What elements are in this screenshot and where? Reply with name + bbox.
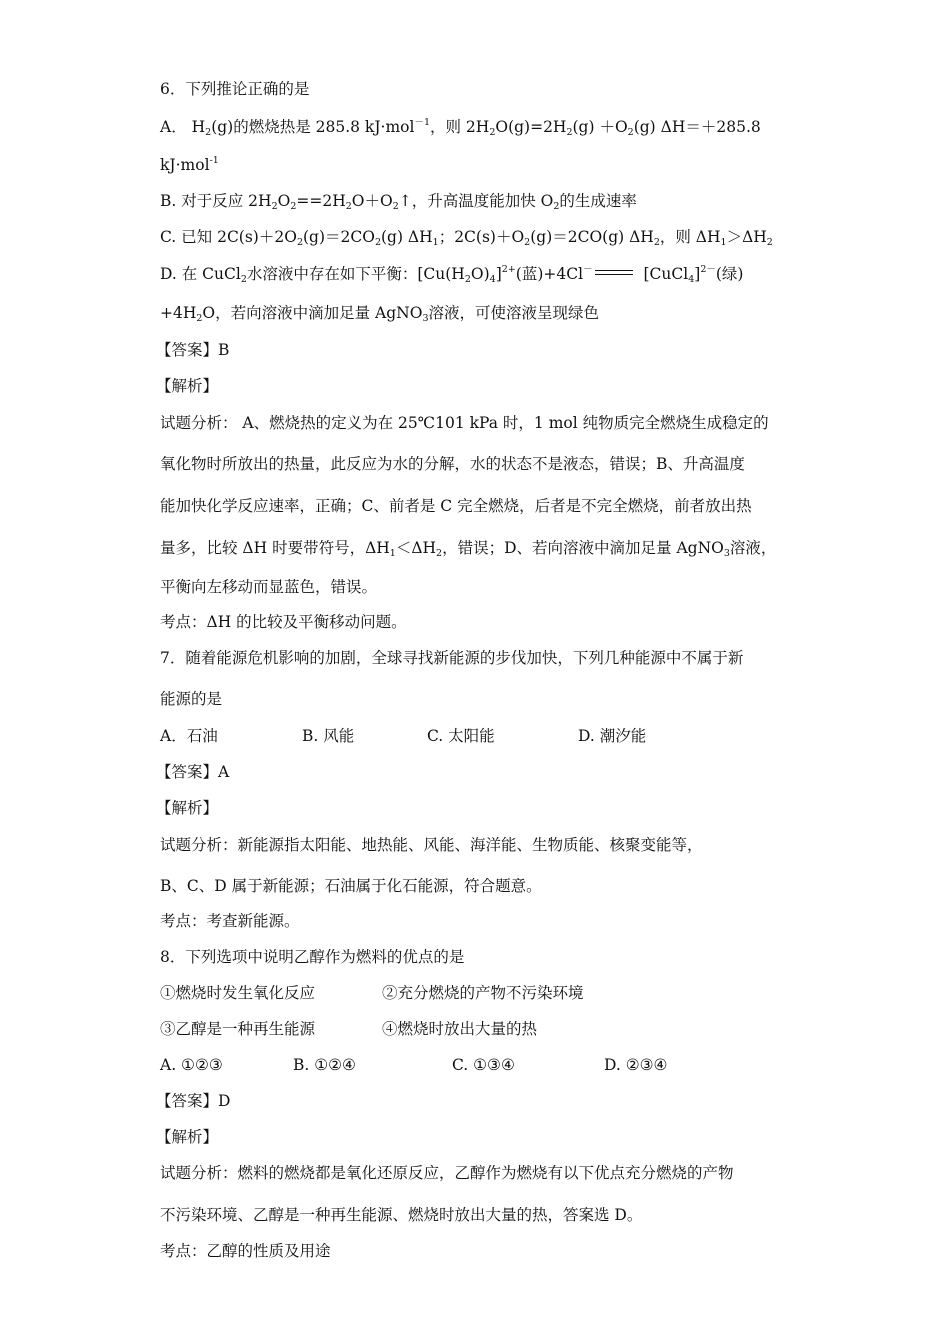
q8-option-a: A. ①②③ [160, 1056, 223, 1074]
q8-option-d: D. ②③④ [604, 1056, 668, 1074]
q7-stem-line-1: 7．随着能源危机影响的加剧，全球寻找新能源的步伐加快，下列几种能源中不属于新 [160, 649, 744, 667]
q8-item-4: ④燃烧时放出大量的热 [382, 1020, 538, 1038]
q7-option-b: B. 风能 [302, 727, 355, 745]
q6-option-a: A． $H_2(g)$的燃烧热是 285.8 kJ·mol$^{-1}$，则 $2H_2O(g)=2H_2(g) +O_2(g)$ ΔH＝＋285.8 [160, 117, 761, 138]
q7-stem-line-2: 能源的是 [160, 690, 223, 708]
q8-item-3: ③乙醇是一种再生能源 [160, 1020, 316, 1038]
q7-explanation-line-2: B、C、D 属于新能源；石油属于化石能源，符合题意。 [160, 877, 542, 895]
q7-option-a: A．石油 [160, 727, 218, 745]
q6-answer: 【答案】B [156, 341, 230, 359]
q6-explanation-line-2: 氧化物时所放出的热量，此反应为水的分解，水的状态不是液态，错误；B、升高温度 [160, 455, 745, 473]
q6-explanation-line-3: 能加快化学反应速率，正确；C、前者是 C 完全燃烧，后者是不完全燃烧，前者放出热 [160, 497, 752, 515]
q7-explanation-line-1: 试题分析：新能源指太阳能、地热能、风能、海洋能、生物质能、核聚变能等， [160, 836, 703, 854]
q6-option-b: B. 对于反应 $2H_2O_2==2H_2O+O_2↑$，升高温度能加快 $O_2$的生成速率 [160, 192, 637, 212]
q6-explanation-line-5: 平衡向左移动而显蓝色，错误。 [160, 578, 378, 596]
q8-item-1: ①燃烧时发生氧化反应 [160, 984, 316, 1002]
q6-stem: 6．下列推论正确的是 [160, 80, 310, 98]
q8-kaodian: 考点：乙醇的性质及用途 [160, 1242, 331, 1260]
equilibrium-arrow-icon [595, 269, 633, 277]
q6-option-d-cont: $+4H_2O$，若向溶液中滴加足量 AgNO$_3$溶液，可使溶液呈现绿色 [160, 304, 600, 324]
q8-stem: 8．下列选项中说明乙醇作为燃料的优点的是 [160, 948, 465, 966]
q6-option-a-unit: kJ·mol$^{-1}$ [160, 155, 219, 174]
q8-answer: 【答案】D [156, 1092, 231, 1110]
q7-kaodian: 考点：考查新能源。 [160, 912, 300, 930]
q7-option-c: C. 太阳能 [427, 727, 495, 745]
q6-explanation-line-1: 试题分析： A、燃烧热的定义为在 25℃101 kPa 时，1 mol 纯物质完全燃烧生成稳定的 [160, 414, 769, 432]
q8-analysis-heading: 【解析】 [156, 1128, 219, 1146]
q8-option-c: C. ①③④ [452, 1056, 515, 1074]
q8-explanation-line-2: 不污染环境、乙醇是一种再生能源、燃烧时放出大量的热，答案选 D。 [160, 1206, 643, 1224]
q6-explanation-line-4: 量多，比较 ΔH 时要带符号，$\Delta H_1<\Delta H_2$，错误；D、若向溶液中滴加足量 AgNO$_3$溶液， [160, 539, 777, 559]
q6-option-c: C. 已知 $2C(s)+2O_2(g)=2CO_2(g)$ $\Delta H_1$；$2C(s)+O_2(g)=2CO(g)$ $\Delta H_2$，则 $\Delta H_1>\Delta H_2$ [160, 228, 773, 248]
q7-option-d: D. 潮汐能 [578, 727, 647, 745]
q8-option-b: B. ①②④ [293, 1056, 356, 1074]
q7-answer: 【答案】A [156, 763, 230, 781]
q6-analysis-heading: 【解析】 [156, 377, 219, 395]
q7-analysis-heading: 【解析】 [156, 799, 219, 817]
q8-explanation-line-1: 试题分析：燃料的燃烧都是氧化还原反应，乙醇作为燃烧有以下优点充分燃烧的产物 [160, 1164, 734, 1182]
q6-kaodian: 考点：ΔH 的比较及平衡移动问题。 [160, 613, 407, 631]
q8-item-2: ②充分燃烧的产物不污染环境 [382, 984, 584, 1002]
q6-option-d: D. 在 CuCl$_2$水溶液中存在如下平衡：$[Cu(H_2O)_4]^{2+}$(蓝)+4Cl－ [CuCl$_4$]$^{2-}$(绿) [160, 264, 744, 285]
